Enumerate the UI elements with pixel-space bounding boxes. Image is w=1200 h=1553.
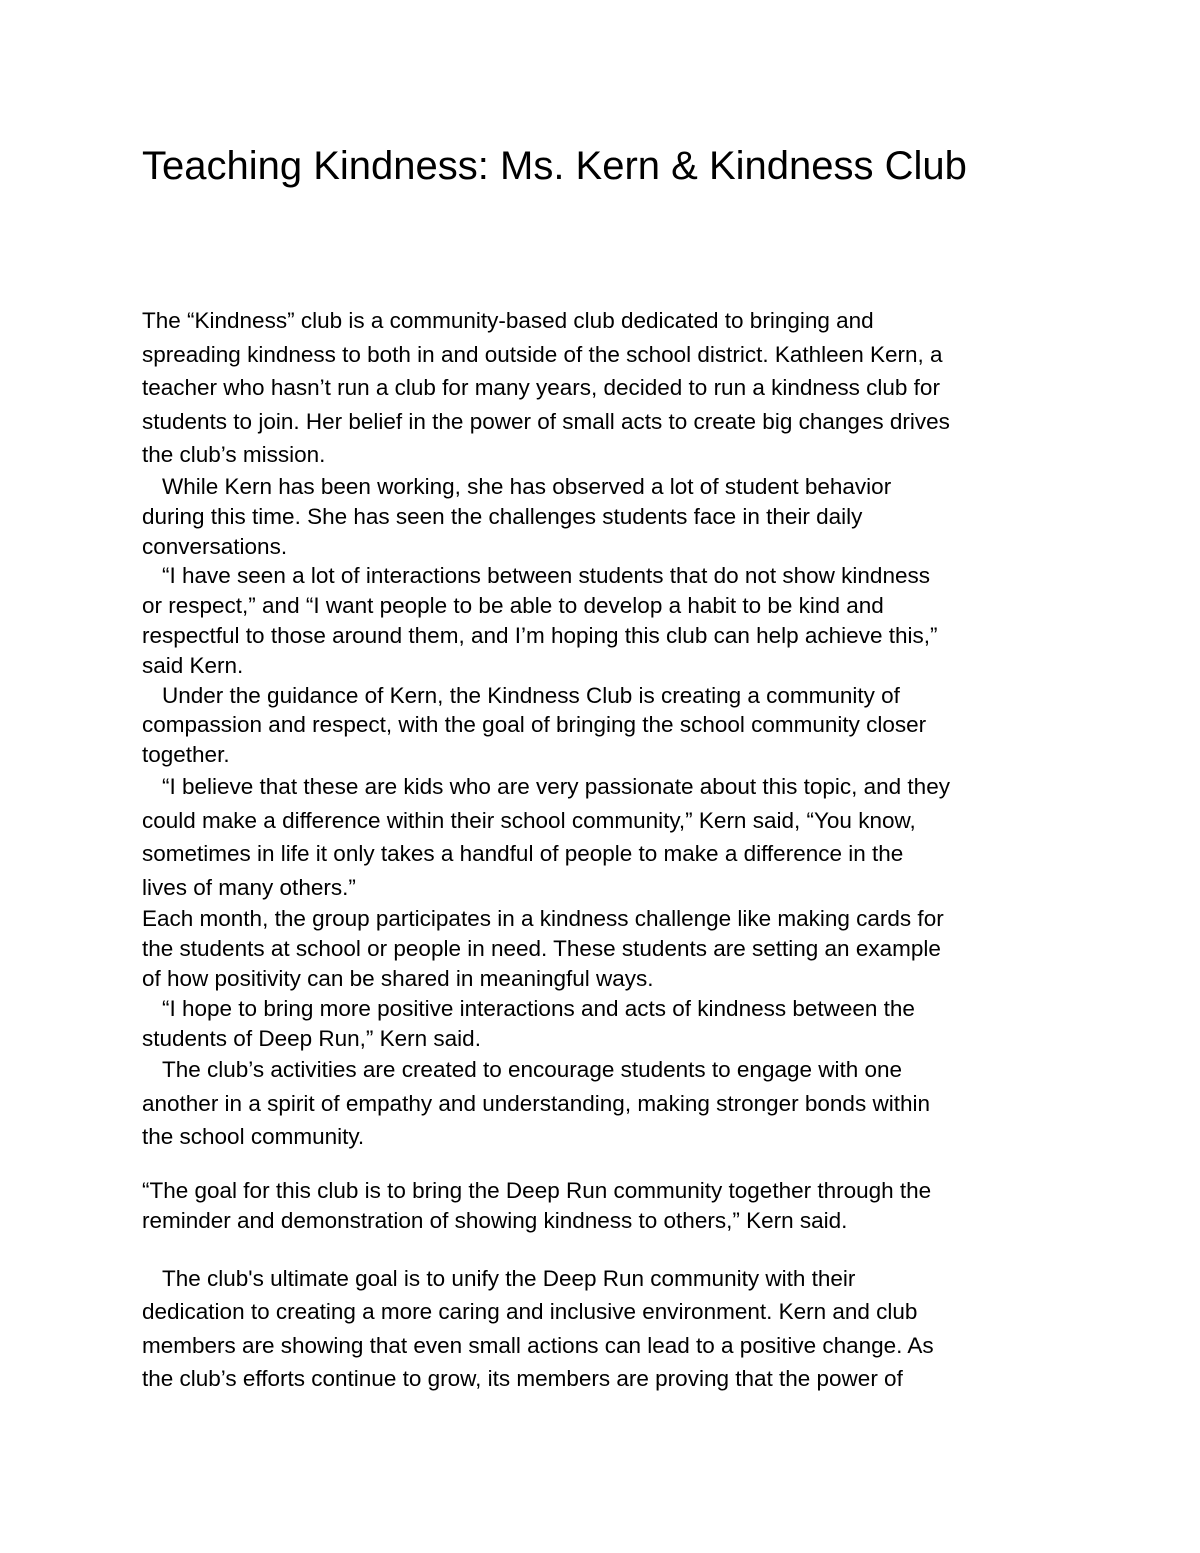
text-line: members are showing that even small actions can lead to a positive change. As	[142, 1332, 934, 1358]
paragraph-monthly-challenge	[142, 904, 1072, 993]
text-line: The club’s activities are created to encourage students to engage with one	[162, 1057, 903, 1083]
text-line: or respect,” and “I want people to be able to develop a habit to be kind and	[142, 593, 884, 619]
paragraph-activities	[142, 1053, 1072, 1154]
text-line: compassion and respect, with the goal of bringing the school community closer	[142, 712, 927, 738]
text-line: sometimes in life it only takes a handful of people to make a difference in the	[142, 841, 904, 867]
text-line: teacher who hasn’t run a club for many years, decided to run a kindness club for	[142, 375, 940, 401]
text-line: While Kern has been working, she has observed a lot of student behavior	[162, 473, 892, 499]
text-line: respectful to those around them, and I’m hoping this club can help achieve this,”	[142, 622, 938, 648]
text-line: spreading kindness to both in and outside of the school district. Kathleen Kern, a	[142, 341, 943, 367]
text-line: The “Kindness” club is a community-based club dedicated to bringing and	[142, 308, 874, 333]
text-line: “The goal for this club is to bring the Deep Run community together through the	[142, 1178, 932, 1204]
text-line: “I hope to bring more positive interactions and acts of kindness between the	[162, 995, 915, 1021]
text-line: the club’s mission.	[142, 442, 326, 468]
article-title: Teaching Kindness: Ms. Kern & Kindness Club	[142, 144, 967, 188]
text-line: lives of many others.”	[142, 874, 356, 900]
text-line: “I believe that these are kids who are very passionate about this topic, and they	[162, 773, 950, 799]
text-line: The club's ultimate goal is to unify the Deep Run community with their	[162, 1265, 856, 1291]
paragraph-observation	[142, 472, 1072, 561]
paragraph-quote-passionate	[142, 770, 1072, 904]
text-line: said Kern.	[142, 652, 244, 678]
text-line: Each month, the group participates in a kindness challenge like making cards for	[142, 906, 944, 932]
text-line: another in a spirit of empathy and understanding, making stronger bonds within	[142, 1090, 930, 1116]
paragraph-quote-respect	[142, 561, 1072, 680]
text-line: could make a difference within their school community,” Kern said, “You know,	[142, 807, 916, 833]
paragraph-guidance	[142, 681, 1072, 770]
text-line: the school community.	[142, 1124, 365, 1150]
text-line: dedication to creating a more caring and inclusive environment. Kern and club	[142, 1299, 918, 1325]
text-line: during this time. She has seen the challenges students face in their daily	[142, 503, 863, 529]
text-line: the students at school or people in need. These students are setting an example	[142, 936, 941, 962]
text-line: Under the guidance of Kern, the Kindness Club is creating a community of	[162, 682, 900, 708]
text-line: the club’s efforts continue to grow, its members are proving that the power of	[142, 1366, 903, 1392]
text-line: students of Deep Run,” Kern said.	[142, 1025, 481, 1051]
text-line: “I have seen a lot of interactions between students that do not show kindness	[162, 563, 930, 589]
paragraph-intro	[142, 304, 1072, 472]
text-line: students to join. Her belief in the power of small acts to create big changes drives	[142, 408, 950, 434]
paragraph-quote-hope	[142, 994, 1072, 1054]
paragraph-ultimate-goal	[142, 1262, 1072, 1396]
article-body	[142, 304, 1072, 1396]
text-line: reminder and demonstration of showing kindness to others,” Kern said.	[142, 1207, 848, 1233]
text-line: together.	[142, 742, 230, 768]
text-line: conversations.	[142, 533, 288, 559]
paragraph-quote-goal	[142, 1176, 1072, 1236]
text-line: of how positivity can be shared in meaningful ways.	[142, 965, 654, 991]
